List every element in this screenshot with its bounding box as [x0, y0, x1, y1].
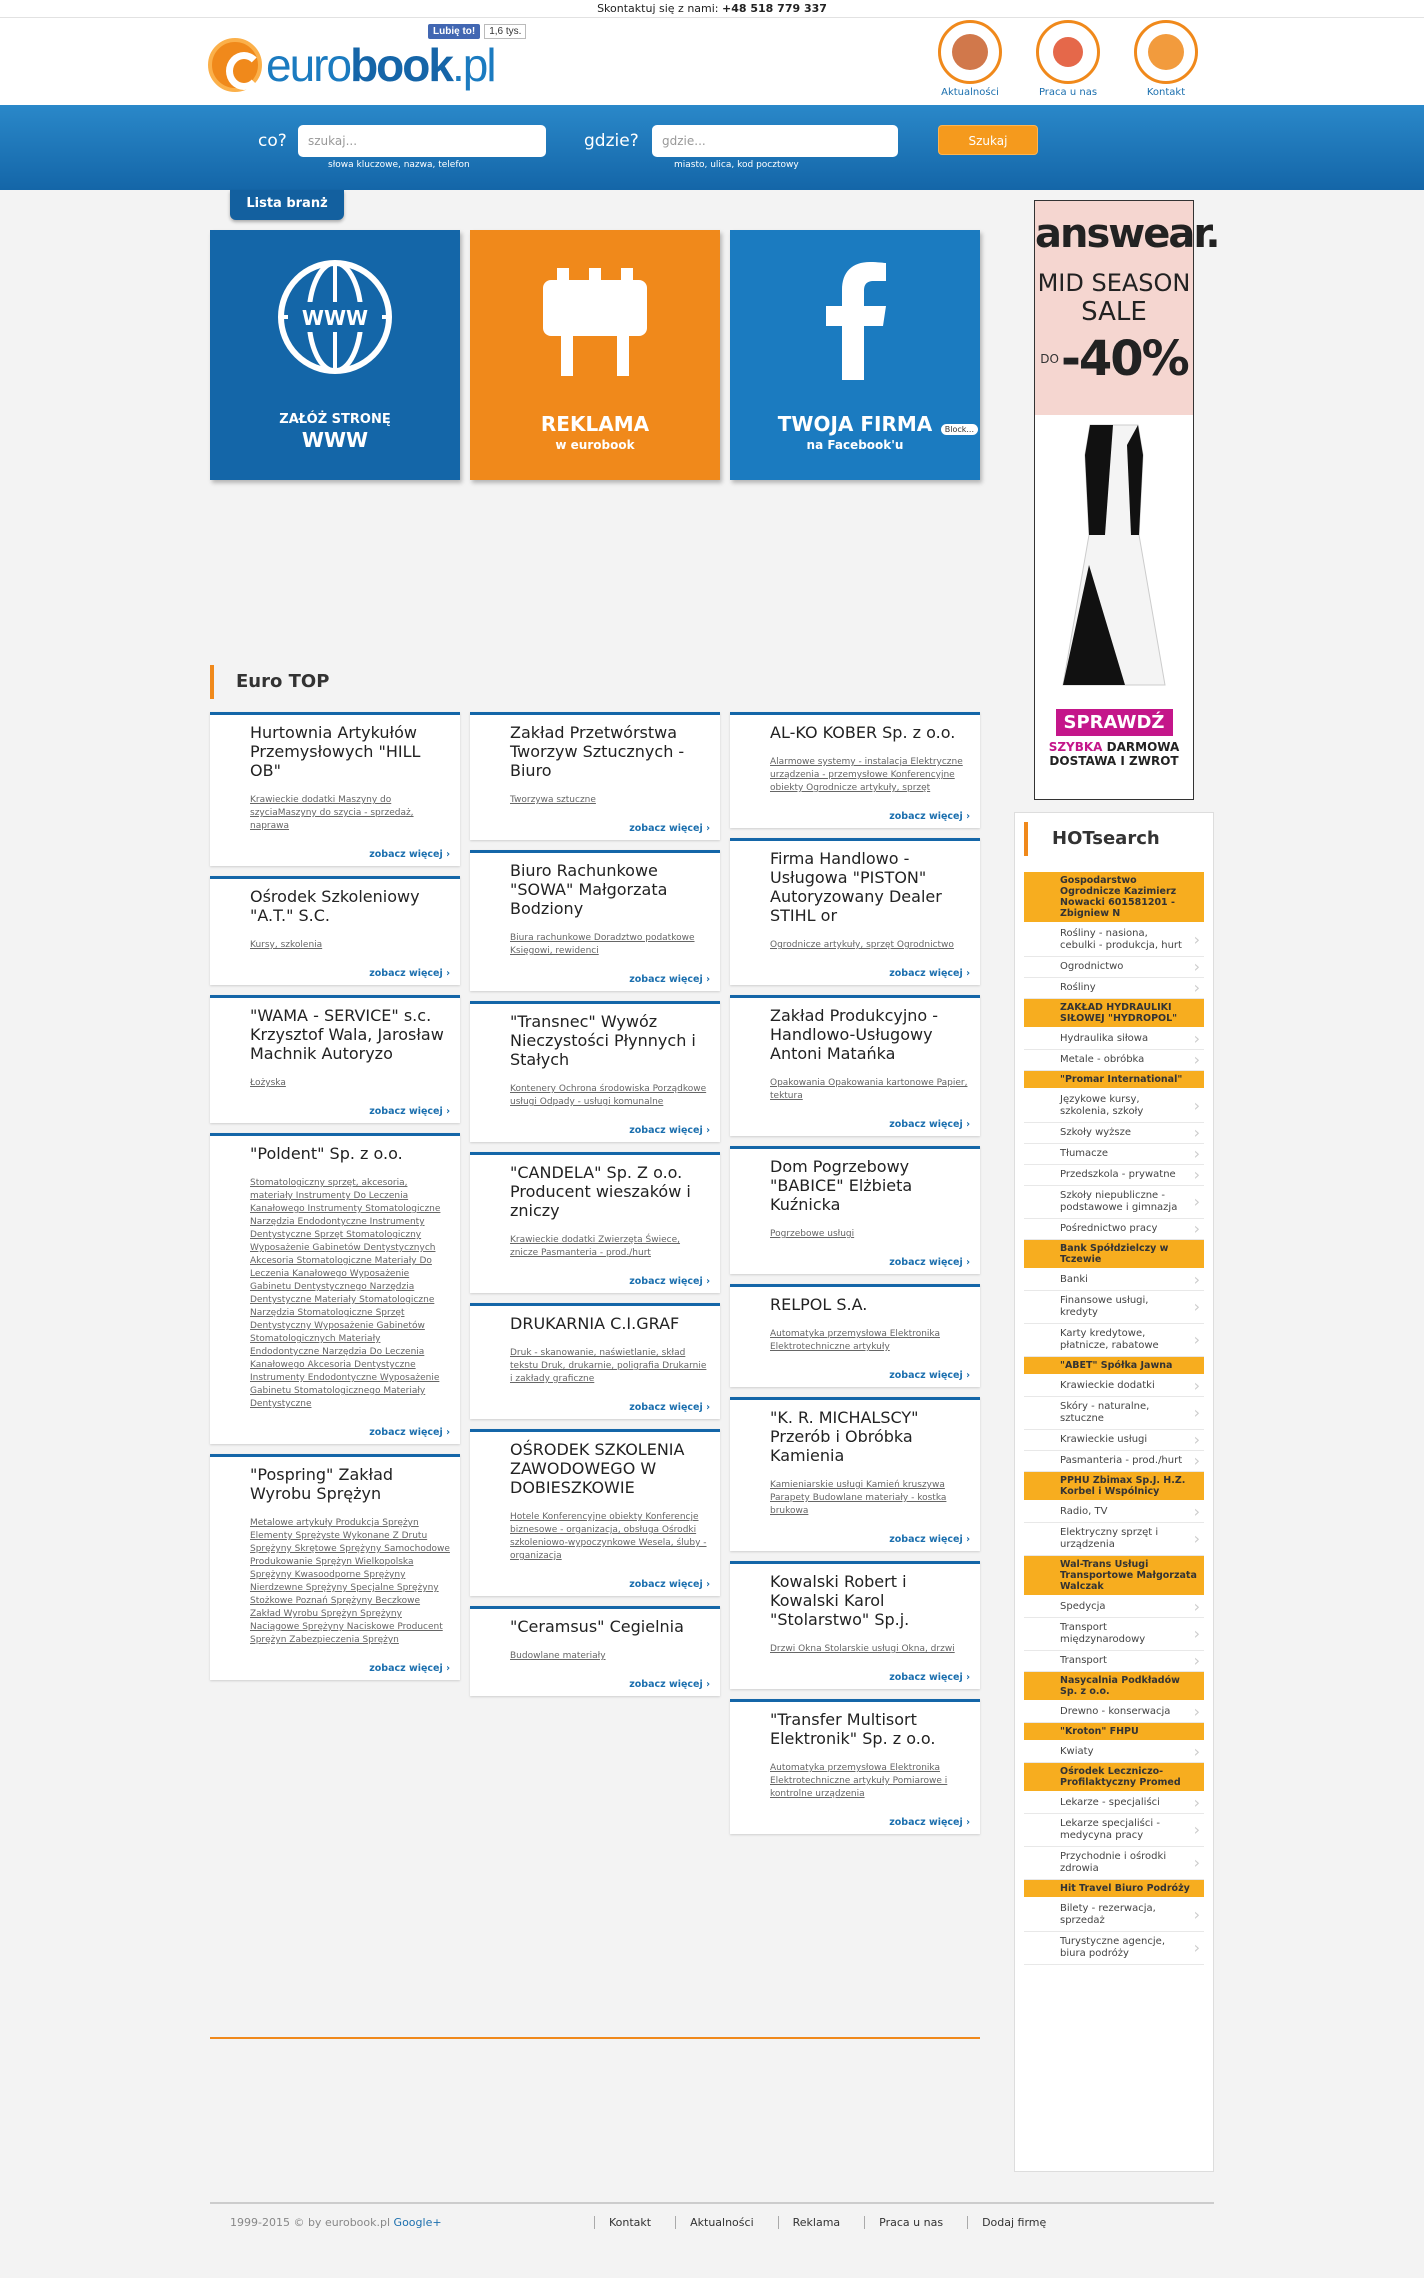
- company-card: [210, 712, 460, 866]
- facebook-icon: [822, 260, 888, 380]
- fb-like-button[interactable]: Lubię to!: [428, 24, 480, 39]
- company-card: [210, 1133, 460, 1444]
- billboard-icon: [535, 260, 655, 378]
- ad-line2: SALE: [1081, 297, 1147, 327]
- eurotop-bottom-line: [210, 2037, 980, 2039]
- see-more-link[interactable]: zobacz więcej ›: [250, 1106, 450, 1117]
- see-more-link[interactable]: zobacz więcej ›: [770, 1534, 970, 1545]
- hotsearch-category[interactable]: Banki ›: [1024, 1270, 1204, 1291]
- www-globe-icon: [276, 258, 394, 376]
- header: [0, 18, 1424, 105]
- company-card: [210, 876, 460, 985]
- company-name[interactable]: "Ceramsus" Cegielnia: [510, 1617, 684, 1636]
- promo-facebook-line2: na Facebook'u: [806, 438, 904, 452]
- see-more-link[interactable]: zobacz więcej ›: [770, 968, 970, 979]
- nav-aktualnosci[interactable]: Aktualności: [937, 20, 1003, 98]
- hotsearch-company[interactable]: "ABET" Spółka Jawna: [1024, 1357, 1204, 1376]
- promo-facebook-line1: TWOJA FIRMA: [777, 412, 933, 436]
- footer-copyright: 1999-2015 © by eurobook.pl Google+: [230, 2216, 442, 2229]
- see-more-link[interactable]: zobacz więcej ›: [510, 974, 710, 985]
- co-label: co?: [258, 131, 287, 151]
- footer-link-dodaj-firme[interactable]: Dodaj firmę: [967, 2216, 1070, 2229]
- hotsearch-category[interactable]: Turystyczne agencje, biura podróży ›: [1024, 1932, 1204, 1965]
- company-categories[interactable]: Drzwi Okna Stolarskie usługi Okna, drzwi: [770, 1644, 955, 1654]
- company-name[interactable]: "CANDELA" Sp. Z o.o. Producent wieszaków i zniczy: [510, 1163, 691, 1220]
- company-categories[interactable]: Łożyska: [250, 1078, 286, 1088]
- hotsearch-category[interactable]: Lekarze - specjaliści ›: [1024, 1793, 1204, 1814]
- promo-reklama-line2: w eurobook: [555, 438, 635, 452]
- company-categories[interactable]: Kursy, szkolenia: [250, 940, 323, 950]
- eurotop-col-1: [210, 712, 460, 1690]
- see-more-link[interactable]: zobacz więcej ›: [510, 1125, 710, 1136]
- google-plus-link[interactable]: Google+: [393, 2216, 442, 2229]
- promo-www[interactable]: [210, 230, 460, 480]
- see-more-link[interactable]: zobacz więcej ›: [250, 1427, 450, 1438]
- footer-link-aktualnosci[interactable]: Aktualności: [675, 2216, 778, 2229]
- footer-link-praca[interactable]: Praca u nas: [864, 2216, 967, 2229]
- see-more-link[interactable]: zobacz więcej ›: [250, 849, 450, 860]
- hotsearch-category[interactable]: Przedszkola - prywatne ›: [1024, 1165, 1204, 1186]
- company-categories[interactable]: Automatyka przemysłowa Elektronika Elektrotechniczne artykuły Pomiarowe i kontrolne urządzenia: [770, 1763, 948, 1799]
- search-bar: [0, 105, 1424, 190]
- see-more-link[interactable]: zobacz więcej ›: [770, 1672, 970, 1683]
- ad-percent: -40%: [1060, 331, 1188, 387]
- hotsearch-category[interactable]: Transport ›: [1024, 1651, 1204, 1672]
- hotsearch-category[interactable]: Kwiaty ›: [1024, 1742, 1204, 1763]
- hotsearch-category[interactable]: Szkoły wyższe ›: [1024, 1123, 1204, 1144]
- company-name[interactable]: Kowalski Robert i Kowalski Karol "Stolarstwo" Sp.j.: [770, 1572, 910, 1629]
- hotsearch-category[interactable]: Językowe kursy, szkolenia, szkoły ›: [1024, 1090, 1204, 1123]
- ad-brand: answear.: [1035, 211, 1219, 257]
- hotsearch-company[interactable]: Hit Travel Biuro Podróży: [1024, 1880, 1204, 1899]
- company-name[interactable]: Biuro Rachunkowe "SOWA" Małgorzata Bodziony: [510, 861, 668, 918]
- company-card: [470, 1606, 720, 1696]
- hotsearch-category[interactable]: Skóry - naturalne, sztuczne ›: [1024, 1397, 1204, 1430]
- hotsearch-title: HOTsearch: [1024, 822, 1160, 856]
- company-name[interactable]: DRUKARNIA C.I.GRAF: [510, 1314, 680, 1333]
- news-icon: [938, 20, 1002, 84]
- ad-line1: MID SEASON: [1037, 269, 1191, 297]
- hotsearch-category[interactable]: Krawieckie usługi ›: [1024, 1430, 1204, 1451]
- see-more-link[interactable]: zobacz więcej ›: [510, 1679, 710, 1690]
- company-categories[interactable]: Opakowania Opakowania kartonowe Papier, tektura: [770, 1078, 968, 1101]
- ad-do: DO: [1040, 352, 1059, 366]
- company-card: [730, 1146, 980, 1274]
- gdzie-label: gdzie?: [584, 131, 639, 151]
- company-name[interactable]: AL-KO KOBER Sp. z o.o.: [770, 723, 956, 742]
- promo-facebook[interactable]: [730, 230, 980, 480]
- company-name[interactable]: Firma Handlowo - Usługowa "PISTON" Autoryzowany Dealer STIHL or: [770, 849, 942, 925]
- company-categories[interactable]: Kontenery Ochrona środowiska Porządkowe usługi Odpady - usługi komunalne: [510, 1084, 707, 1107]
- gdzie-hint: miasto, ulica, kod pocztowy: [674, 160, 799, 170]
- company-card: [470, 850, 720, 991]
- company-categories[interactable]: Automatyka przemysłowa Elektronika Elektrotechniczne artykuły: [770, 1329, 940, 1352]
- search-button[interactable]: Szukaj: [938, 125, 1038, 155]
- hotsearch-category[interactable]: Rośliny - nasiona, cebulki - produkcja, hurt ›: [1024, 924, 1204, 957]
- company-card: [210, 995, 460, 1123]
- nav-praca[interactable]: Praca u nas: [1035, 20, 1101, 98]
- company-card: [730, 1397, 980, 1551]
- hotsearch-category[interactable]: Radio, TV ›: [1024, 1502, 1204, 1523]
- hotsearch-company[interactable]: Bank Spółdzielczy w Tczewie: [1024, 1240, 1204, 1270]
- company-name[interactable]: Ośrodek Szkoleniowy "A.T." S.C.: [250, 887, 420, 925]
- company-categories[interactable]: Kamieniarskie usługi Kamień kruszywa Parapety Budowlane materiały - kostka brukowa: [770, 1480, 947, 1516]
- footer: [210, 2202, 1214, 2242]
- promo-reklama-line1: REKLAMA: [540, 412, 650, 436]
- company-categories[interactable]: Hotele Konferencyjne obiekty Konferencje biznesowe - organizacja, obsługa Ośrodki szkoleniowo-wypoczynkowe Wesela, śluby - organizacja: [510, 1512, 707, 1561]
- hotsearch-company[interactable]: PPHU Zbimax Sp.J. H.Z. Korbel i Wspólnicy: [1024, 1472, 1204, 1502]
- co-hint: słowa kluczowe, nazwa, telefon: [328, 160, 470, 170]
- footer-link-reklama[interactable]: Reklama: [778, 2216, 865, 2229]
- svg-text:WWW: WWW: [301, 306, 369, 330]
- hotsearch-category[interactable]: Elektryczny sprzęt i urządzenia ›: [1024, 1523, 1204, 1556]
- see-more-link[interactable]: zobacz więcej ›: [770, 1119, 970, 1130]
- see-more-link[interactable]: zobacz więcej ›: [510, 1276, 710, 1287]
- hotsearch-category[interactable]: Lekarze specjaliści - medycyna pracy ›: [1024, 1814, 1204, 1847]
- hotsearch-category[interactable]: Drewno - konserwacja ›: [1024, 1702, 1204, 1723]
- promo-www-line1: ZAŁÓŻ STRONĘ: [279, 412, 391, 427]
- company-card: [470, 712, 720, 840]
- hotsearch-company[interactable]: Wal-Trans Usługi Transportowe Małgorzata Walczak: [1024, 1556, 1204, 1597]
- footer-link-kontakt[interactable]: Kontakt: [594, 2216, 675, 2229]
- ad-cta-button[interactable]: SPRAWDŹ: [1056, 709, 1173, 736]
- hotsearch-category[interactable]: Rośliny ›: [1024, 978, 1204, 999]
- gdzie-search-input[interactable]: gdzie...: [652, 125, 898, 157]
- promo-www-line2: WWW: [301, 428, 369, 452]
- hotsearch-category[interactable]: Transport międzynarodowy ›: [1024, 1618, 1204, 1651]
- see-more-link[interactable]: zobacz więcej ›: [770, 1257, 970, 1268]
- lista-branz-button[interactable]: Lista branż: [230, 190, 344, 220]
- top-contact-bar: [0, 0, 1424, 18]
- footer-links: [594, 2216, 1070, 2229]
- contact-text: Skontaktuj się z nami:: [597, 2, 719, 15]
- block-badge[interactable]: Block...: [941, 424, 978, 435]
- hotsearch-list: [1024, 872, 1204, 1965]
- hotsearch-company[interactable]: "Kroton" FHPU: [1024, 1723, 1204, 1742]
- dress-image: [1035, 415, 1193, 705]
- company-card: [730, 1699, 980, 1834]
- company-card: [730, 712, 980, 828]
- hotsearch-category[interactable]: Ogrodnictwo ›: [1024, 957, 1204, 978]
- eurotop-title: Euro TOP: [210, 665, 329, 699]
- hotsearch-category[interactable]: Krawieckie dodatki ›: [1024, 1376, 1204, 1397]
- hotsearch-category[interactable]: Finansowe usługi, kredyty ›: [1024, 1291, 1204, 1324]
- logo-e-icon: [208, 38, 262, 92]
- nav-kontakt[interactable]: Kontakt: [1133, 20, 1199, 98]
- facebook-like-widget: [428, 24, 526, 39]
- company-name[interactable]: "K. R. MICHALSCY" Przerób i Obróbka Kamienia: [770, 1408, 919, 1465]
- company-card: [210, 1454, 460, 1680]
- hotsearch-company[interactable]: ZAKŁAD HYDRAULIKI SIŁOWEJ "HYDROPOL": [1024, 999, 1204, 1029]
- company-categories[interactable]: Druk - skanowanie, naświetlanie, skład tekstu Druk, drukarnie, poligrafia Drukarnie i zakłady graficzne: [510, 1348, 707, 1384]
- ad-top: [1035, 201, 1219, 415]
- company-card: [730, 1561, 980, 1689]
- hotsearch-category[interactable]: Bilety - rezerwacja, sprzedaż ›: [1024, 1899, 1204, 1932]
- hotsearch-company[interactable]: "Promar International": [1024, 1071, 1204, 1090]
- company-categories[interactable]: Budowlane materiały: [510, 1651, 606, 1661]
- hotsearch-category[interactable]: Przychodnie i ośrodki zdrowia ›: [1024, 1847, 1204, 1880]
- hotsearch-category[interactable]: Pasmanteria - prod./hurt ›: [1024, 1451, 1204, 1472]
- hotsearch-company[interactable]: Nasycalnia Podkładów Sp. z o.o.: [1024, 1672, 1204, 1702]
- company-card: [730, 995, 980, 1136]
- company-categories[interactable]: Krawieckie dodatki Zwierzęta Świece, znicze Pasmanteria - prod./hurt: [510, 1235, 681, 1258]
- company-categories[interactable]: Krawieckie dodatki Maszyny do szyciaMaszyny do szycia - sprzedaż, naprawa: [250, 795, 414, 831]
- company-categories[interactable]: Stomatologiczny sprzęt, akcesoria, materiały Instrumenty Do Leczenia Kanałowego Instrumenty Stomatologiczne Narzędzia Endodontyczne Instrumenty Dentystyczne Sprzęt Stomatologiczny Wyposażenie Gabinetów Dentystycznych Akcesoria Stomatologiczne Materiały Do Leczenia Kanałowego Wyposażenie Gabinetu Dentystycznego Narzędzia Dentystyczne Materiały Stomatologiczne Narzędzia Stomatologiczne Sprzęt Dentystyczny Wyposażenie Gabinetów Stomatologicznych Materiały Endodontyczne Narzędzia Do Leczenia Kanałowego Akcesoria Dentystyczne Instrumenty Endodontyczne Wyposażenie Gabinetu Stomatologicznego Materiały Dentystyczne: [250, 1178, 441, 1409]
- ad-bottom: SPRAWDŹ SZYBKA DARMOWA DOSTAWA I ZWROT: [1035, 705, 1193, 768]
- hotsearch-company[interactable]: Gospodarstwo Ogrodnicze Kazimierz Nowacki 601581201 - Zbigniew N: [1024, 872, 1204, 924]
- company-name[interactable]: Zakład Produkcyjno -Handlowo-Usługowy Antoni Matańka: [770, 1006, 939, 1063]
- company-name[interactable]: Dom Pogrzebowy "BABICE" Elżbieta Kuźnicka: [770, 1157, 913, 1214]
- company-categories[interactable]: Biura rachunkowe Doradztwo podatkowe Księgowi, rewidenci: [510, 933, 695, 956]
- contact-icon: [1134, 20, 1198, 84]
- hotsearch-category[interactable]: Hydraulika siłowa ›: [1024, 1029, 1204, 1050]
- company-card: [470, 1001, 720, 1142]
- see-more-link[interactable]: zobacz więcej ›: [510, 1579, 710, 1590]
- eurotop-col-3: [730, 712, 980, 1844]
- promo-reklama[interactable]: [470, 230, 720, 480]
- company-name[interactable]: OŚRODEK SZKOLENIA ZAWODOWEGO W DOBIESZKOWIE: [510, 1440, 685, 1497]
- see-more-link[interactable]: zobacz więcej ›: [250, 1663, 450, 1674]
- company-categories[interactable]: Metalowe artykuły Produkcja Sprężyn Elementy Sprężyste Wykonane Z Drutu Sprężyny Skrętowe Sprężyny Samochodowe Produkowanie Sprężyn Wielkopolska Sprężyny Kwasoodporne Sprężyny Nierdzewne Sprężyny Specjalne Sprężyny Stożkowe Poznań Sprężyny Beczkowe Zakład Wyrobu Sprężyn Sprężyny Naciągowe Sprężyny Naciskowe Producent Sprężyn Zabezpieczenia Sprężyn: [250, 1518, 450, 1645]
- company-card: [730, 838, 980, 985]
- top-nav: [937, 20, 1199, 98]
- hotsearch-category[interactable]: Szkoły niepubliczne - podstawowe i gimnazja ›: [1024, 1186, 1204, 1219]
- hotsearch-category[interactable]: Pośrednictwo pracy ›: [1024, 1219, 1204, 1240]
- company-name[interactable]: Hurtownia Artykułów Przemysłowych "HILL OB": [250, 723, 421, 780]
- company-card: [470, 1152, 720, 1293]
- eurotop-col-2: [470, 712, 720, 1706]
- company-name[interactable]: "Poldent" Sp. z o.o.: [250, 1144, 403, 1163]
- fb-like-count: 1,6 tys.: [484, 24, 526, 39]
- see-more-link[interactable]: zobacz więcej ›: [770, 1817, 970, 1828]
- company-card: [470, 1429, 720, 1596]
- see-more-link[interactable]: zobacz więcej ›: [770, 1370, 970, 1381]
- see-more-link[interactable]: zobacz więcej ›: [770, 811, 970, 822]
- see-more-link[interactable]: zobacz więcej ›: [510, 1402, 710, 1413]
- answear-ad-banner[interactable]: [1034, 200, 1219, 800]
- company-name[interactable]: RELPOL S.A.: [770, 1295, 868, 1314]
- logo-text: eurobook.pl: [266, 39, 495, 91]
- phone-number[interactable]: +48 518 779 337: [722, 2, 827, 15]
- see-more-link[interactable]: zobacz więcej ›: [250, 968, 450, 979]
- company-card: [470, 1303, 720, 1419]
- hotsearch-company[interactable]: Ośrodek Leczniczo-Profilaktyczny Promed: [1024, 1763, 1204, 1793]
- company-name[interactable]: Zakład Przetwórstwa Tworzyw Sztucznych - Biuro: [510, 723, 685, 780]
- company-categories[interactable]: Alarmowe systemy - instalacja Elektryczne urządzenia - przemysłowe Konferencyjne obiekty Ogrodnicze artykuły, sprzęt: [770, 757, 963, 793]
- company-card: [730, 1284, 980, 1387]
- hotsearch-category[interactable]: Tłumacze ›: [1024, 1144, 1204, 1165]
- hotsearch-category[interactable]: Metale - obróbka ›: [1024, 1050, 1204, 1071]
- company-name[interactable]: "WAMA - SERVICE" s.c. Krzysztof Wala, Jarosław Machnik Autoryzo: [250, 1006, 444, 1063]
- company-name[interactable]: "Pospring" Zakład Wyrobu Sprężyn: [250, 1465, 394, 1503]
- people-icon: [1036, 20, 1100, 84]
- hotsearch-category[interactable]: Spedycja ›: [1024, 1597, 1204, 1618]
- company-categories[interactable]: Ogrodnicze artykuły, sprzęt Ogrodnictwo: [770, 940, 954, 950]
- co-search-input[interactable]: szukaj...: [298, 125, 546, 157]
- company-categories[interactable]: Tworzywa sztuczne: [510, 795, 596, 805]
- hotsearch-category[interactable]: Karty kredytowe, płatnicze, rabatowe ›: [1024, 1324, 1204, 1357]
- company-categories[interactable]: Pogrzebowe usługi: [770, 1229, 855, 1239]
- see-more-link[interactable]: zobacz więcej ›: [510, 823, 710, 834]
- eurobook-logo[interactable]: [208, 38, 495, 92]
- company-name[interactable]: "Transnec" Wywóz Nieczystości Płynnych i Stałych: [510, 1012, 696, 1069]
- company-name[interactable]: "Transfer Multisort Elektronik" Sp. z o.o.: [770, 1710, 936, 1748]
